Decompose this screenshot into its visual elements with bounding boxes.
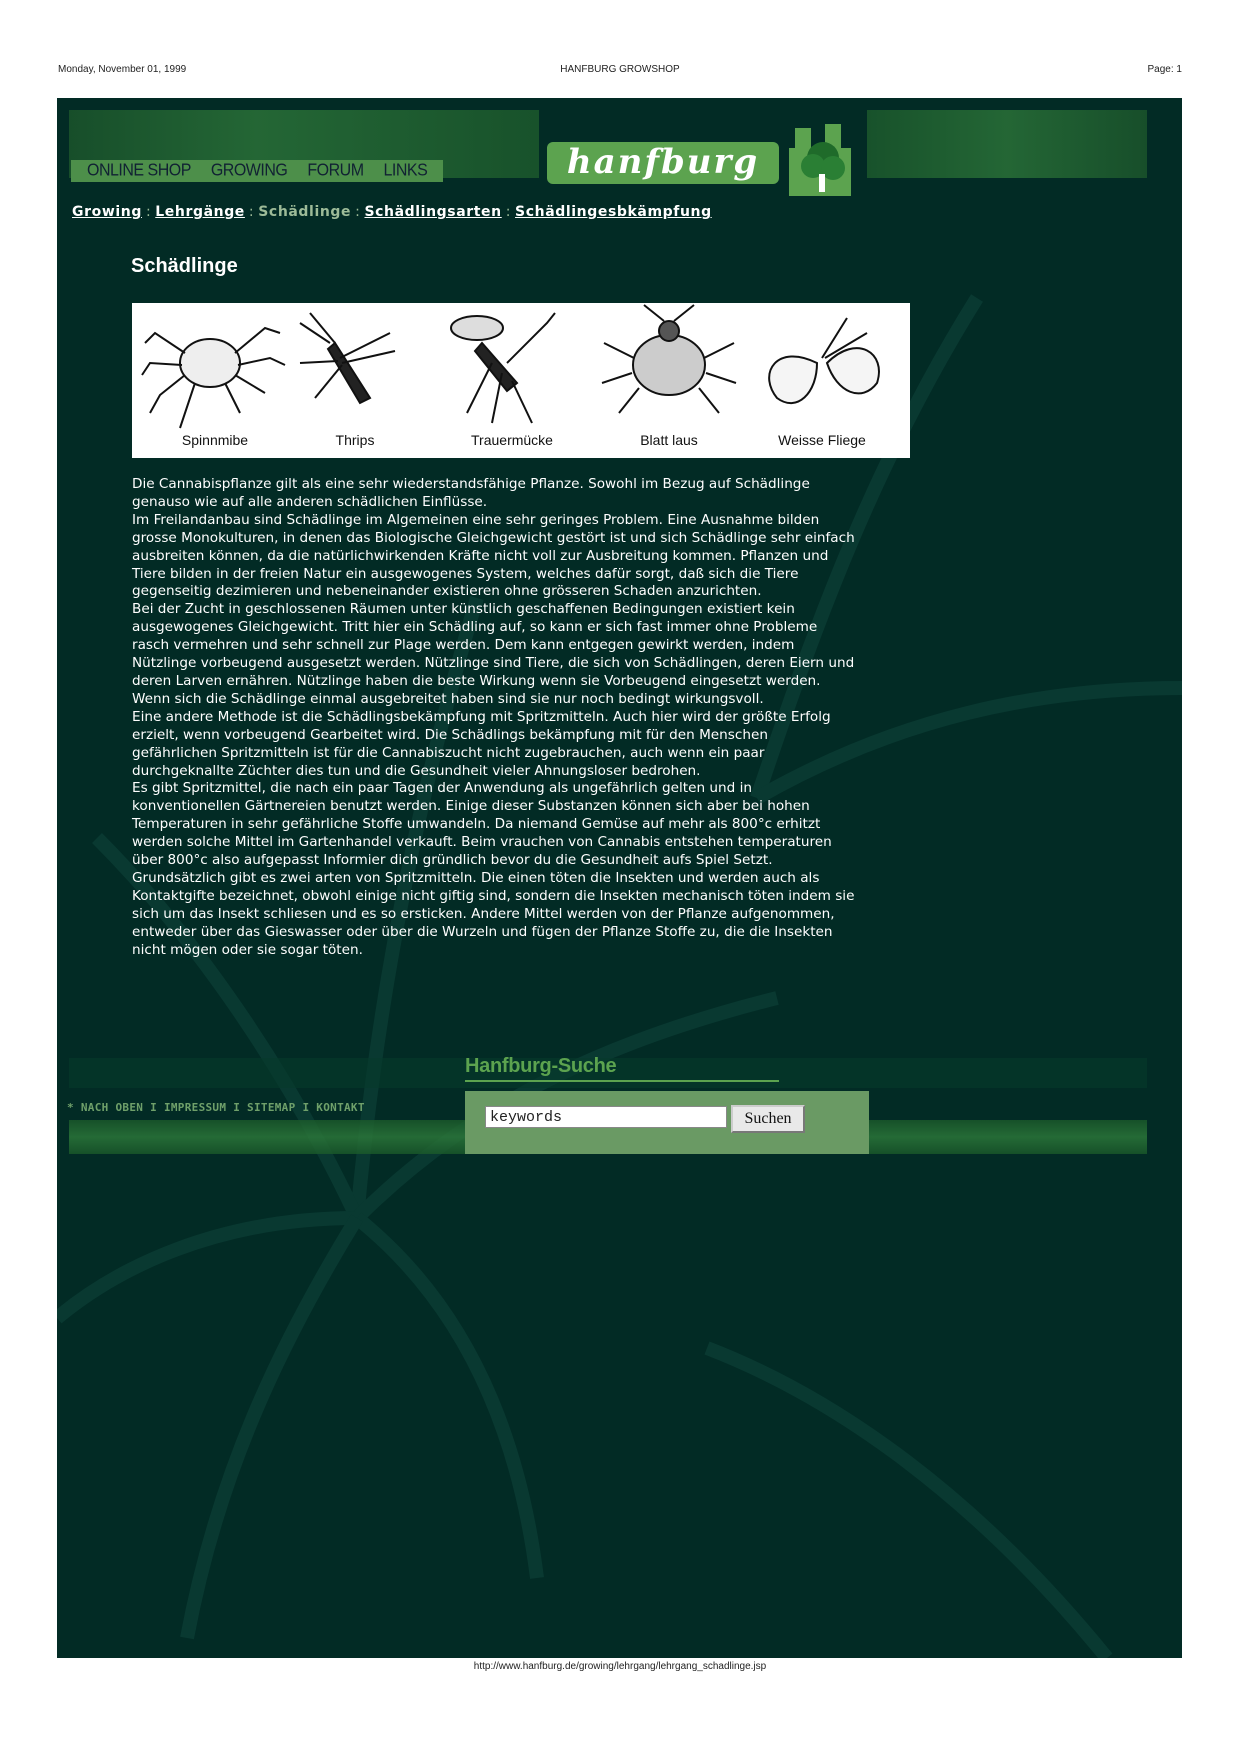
nav-growing[interactable]: GROWING — [210, 161, 288, 180]
footer-bullet: * — [67, 1101, 81, 1114]
footer-link-sitemap[interactable]: SITEMAP — [247, 1101, 296, 1114]
breadcrumb-separator: : — [355, 204, 361, 220]
breadcrumb-bekaempfung[interactable]: Schädlingesbkämpfung — [515, 204, 712, 220]
footer-separator: I — [226, 1101, 248, 1114]
footer-link-kontakt[interactable]: KONTAKT — [316, 1101, 365, 1114]
footer-link-impressum[interactable]: IMPRESSUM — [163, 1101, 227, 1114]
breadcrumb-current: Schädlinge — [258, 204, 352, 220]
print-date: Monday, November 01, 1999 — [58, 64, 187, 75]
article-paragraph: Die Cannabispflanze gilt als eine sehr wiederstandsfähige Pflanze. Sowohl im Bezug auf Schädlinge genauso wie auf alle anderen schädlichen Einflüsse. — [132, 476, 810, 510]
pest-label: Weisse Fliege — [778, 432, 866, 448]
breadcrumb-lehrgaenge[interactable]: Lehrgänge — [155, 204, 245, 220]
web-page — [57, 98, 1182, 1658]
breadcrumb-separator: : — [145, 204, 152, 220]
print-page-number: Page: 1 — [1147, 64, 1182, 75]
breadcrumb-separator: : — [248, 204, 255, 220]
hanfburg-logo[interactable] — [547, 114, 857, 198]
pest-label: Trauermücke — [471, 432, 553, 448]
print-url: http://www.hanfburg.de/growing/lehrgang/lehrgang_schadlinge.jsp — [473, 1661, 767, 1672]
article-paragraph: Eine andere Methode ist die Schädlingsbekämpfung mit Spritzmitteln. Auch hier wird der größte Erfolg erzielt, wenn vorbeugend Gearbeitet wird. Die Schädlings bekämpfung mit für den Menschen gefährlichen Spritzmitteln ist für die Cannabiszucht nicht zugebrauchen, auch wenn ein paar durchgeknallte Züchter dies tun und die Gesundheit vieler Ahnungsloser bedrohen. — [132, 708, 831, 779]
article-body — [132, 476, 857, 959]
top-navigation — [71, 160, 443, 182]
article-paragraph: Bei der Zucht in geschlossenen Räumen unter künstlich geschaffenen Bedingungen existiert kein ausgewogenes Gleichgewicht. Tritt hier ein Schädling auf, so kann er sich fast immer ohne Probleme rasch vermehren und sehr schnell zur Plage werden. Dem kann entgegen gewirkt werden, indem Nützlinge vorbeugend ausgesetzt werden. Nützlinge sind Tiere, die sich von Schädlingen, deren Eiern und deren Larven ernähren. Nützlinge haben die beste Wirkung wenn sie Vorbeugend eingesetzt werden. Wenn sich die Schädlinge einmal ausgebreitet haben sind sie nur noch bedingt wirkungsvoll. — [132, 601, 855, 707]
footer-link-top[interactable]: NACH OBEN — [80, 1101, 144, 1114]
footer-links — [67, 1101, 365, 1114]
search-title: Hanfburg-Suche — [465, 1055, 617, 1077]
nav-online-shop[interactable]: ONLINE SHOP — [87, 161, 191, 180]
pest-aphid — [594, 303, 744, 458]
fungus-gnat-icon — [437, 303, 587, 433]
footer-separator: I — [295, 1101, 317, 1114]
pest-spider-mite — [140, 303, 290, 458]
page-title: Schädlinge — [131, 255, 238, 277]
search-button[interactable]: Suchen — [731, 1105, 805, 1133]
spider-mite-icon — [140, 303, 290, 433]
whitefly-icon — [747, 303, 897, 433]
breadcrumb-separator: : — [505, 204, 512, 220]
footer-separator: I — [143, 1101, 164, 1114]
article-paragraph: Im Freilandanbau sind Schädlinge im Algemeinen eine sehr geringes Problem. Eine Ausnahme bilden grosse Monokulturen, in denen das Biologische Gleichgewicht gestört ist und sich Schädlinge sehr einfach ausbreiten können, da die natürlichwirkenden Kräfte nicht voll zur Ausbreitung kommen. Pflanzen und Tiere bilden in der freien Natur ein ausgewogenes System, welches dafür sorgt, daß sich die Tiere gegenseitig dezimieren und nebeneinander existieren ohne grösseren Schaden anzurichten. — [132, 511, 855, 600]
pest-thrips — [280, 303, 430, 458]
aphid-icon — [594, 303, 744, 433]
pest-illustrations — [132, 303, 910, 458]
search-title-underline — [465, 1080, 779, 1082]
header-banner-right — [867, 110, 1147, 178]
pest-label: Blatt laus — [640, 432, 698, 448]
breadcrumb-schaedlingsarten[interactable]: Schädlingsarten — [364, 204, 502, 220]
castle-tree-icon — [785, 114, 855, 198]
search-input[interactable] — [485, 1106, 727, 1128]
pest-label: Thrips — [335, 432, 375, 448]
pest-whitefly — [747, 303, 897, 458]
pest-label: Spinnmibe — [181, 432, 249, 448]
breadcrumb — [72, 204, 712, 220]
print-site-title: HANFBURG GROWSHOP — [560, 64, 680, 75]
search-panel — [465, 1091, 869, 1154]
article-paragraph: Grundsätzlich gibt es zwei arten von Spritzmitteln. Die einen töten die Insekten und werden auch als Kontaktgifte bezeichnet, obwohl einige nicht giftig sind, sondern die Insekten mechanisch töten indem sie sich um das Insekt schliesen und es so ersticken. Andere Mittel werden von der Pflanze aufgenommen, entweder über das Gieswasser oder über die Wurzeln und fügen der Pflanze Stoffe zu, die die Insekten nicht mögen oder sie sogar töten. — [132, 869, 855, 958]
thrips-icon — [280, 303, 430, 433]
breadcrumb-growing[interactable]: Growing — [72, 204, 142, 220]
nav-links[interactable]: LINKS — [383, 161, 428, 180]
pest-fungus-gnat — [437, 303, 587, 458]
logo-wordmark: hanfburg — [547, 142, 779, 184]
nav-forum[interactable]: FORUM — [307, 161, 364, 180]
article-paragraph: Es gibt Spritzmittel, die nach ein paar Tagen der Anwendung als ungefährlich gelten und in konventionellen Gärtnereien benutzt werden. Einige dieser Substanzen können sich aber bei hohen Temperaturen in sehr gefährliche Stoffe umwandeln. Da niemand Gemüse auf mehr als 800°c erhitzt werden solche Mittel im Gartenhandel verkauft. Beim vrauchen von Cannabis entstehen temperaturen über 800°c also aufgepasst Informier dich gründlich bevor du die Gesundheit aufs Spiel Setzt. — [132, 780, 832, 869]
